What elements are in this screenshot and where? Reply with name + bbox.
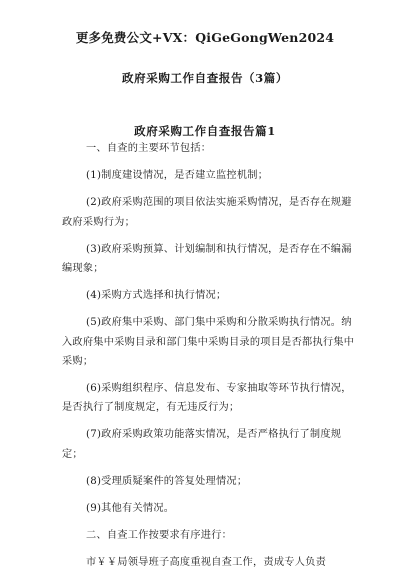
paragraph: 市￥￥局领导班子高度重视自查工作，责成专人负责 — [86, 557, 327, 569]
paragraph: (3)政府采购预算、计划编制和执行情况，是否存在不编漏编现象； — [62, 243, 352, 275]
document-title: 政府采购工作自查报告（3篇） — [122, 71, 288, 85]
paragraph: (5)政府集中采购、部门集中采购和分散采购执行情况。纳入政府集中采购目录和部门集中采购目录的项目是否都执行集中采购； — [62, 317, 355, 367]
section-title: 政府采购工作自查报告篇1 — [134, 124, 276, 138]
document-body — [62, 139, 358, 573]
paragraph: (4)采购方式选择和执行情况； — [86, 290, 227, 302]
paragraph: (1)制度建设情况，是否建立监控机制； — [86, 170, 269, 182]
paragraph: (2)政府采购范围的项目依法实施采购情况，是否存在规避政府采购行为； — [62, 197, 352, 228]
paragraph: (6)采购组织程序、信息发布、专家抽取等环节执行情况，是否执行了制度规定，有无违反行为； — [62, 383, 352, 414]
watermark-header: 更多免费公文+VX：QiGeGongWen2024 — [75, 30, 335, 45]
paragraph: (8)受理质疑案件的答复处理情况； — [86, 475, 248, 487]
paragraph: 一、自查的主要环节包括： — [86, 143, 212, 154]
paragraph: (9)其他有关情况。 — [86, 503, 175, 515]
paragraph: 二、自查工作按要求有序进行： — [86, 530, 233, 542]
paragraph: (7)政府采购政策功能落实情况，是否严格执行了制度规定； — [62, 429, 342, 460]
